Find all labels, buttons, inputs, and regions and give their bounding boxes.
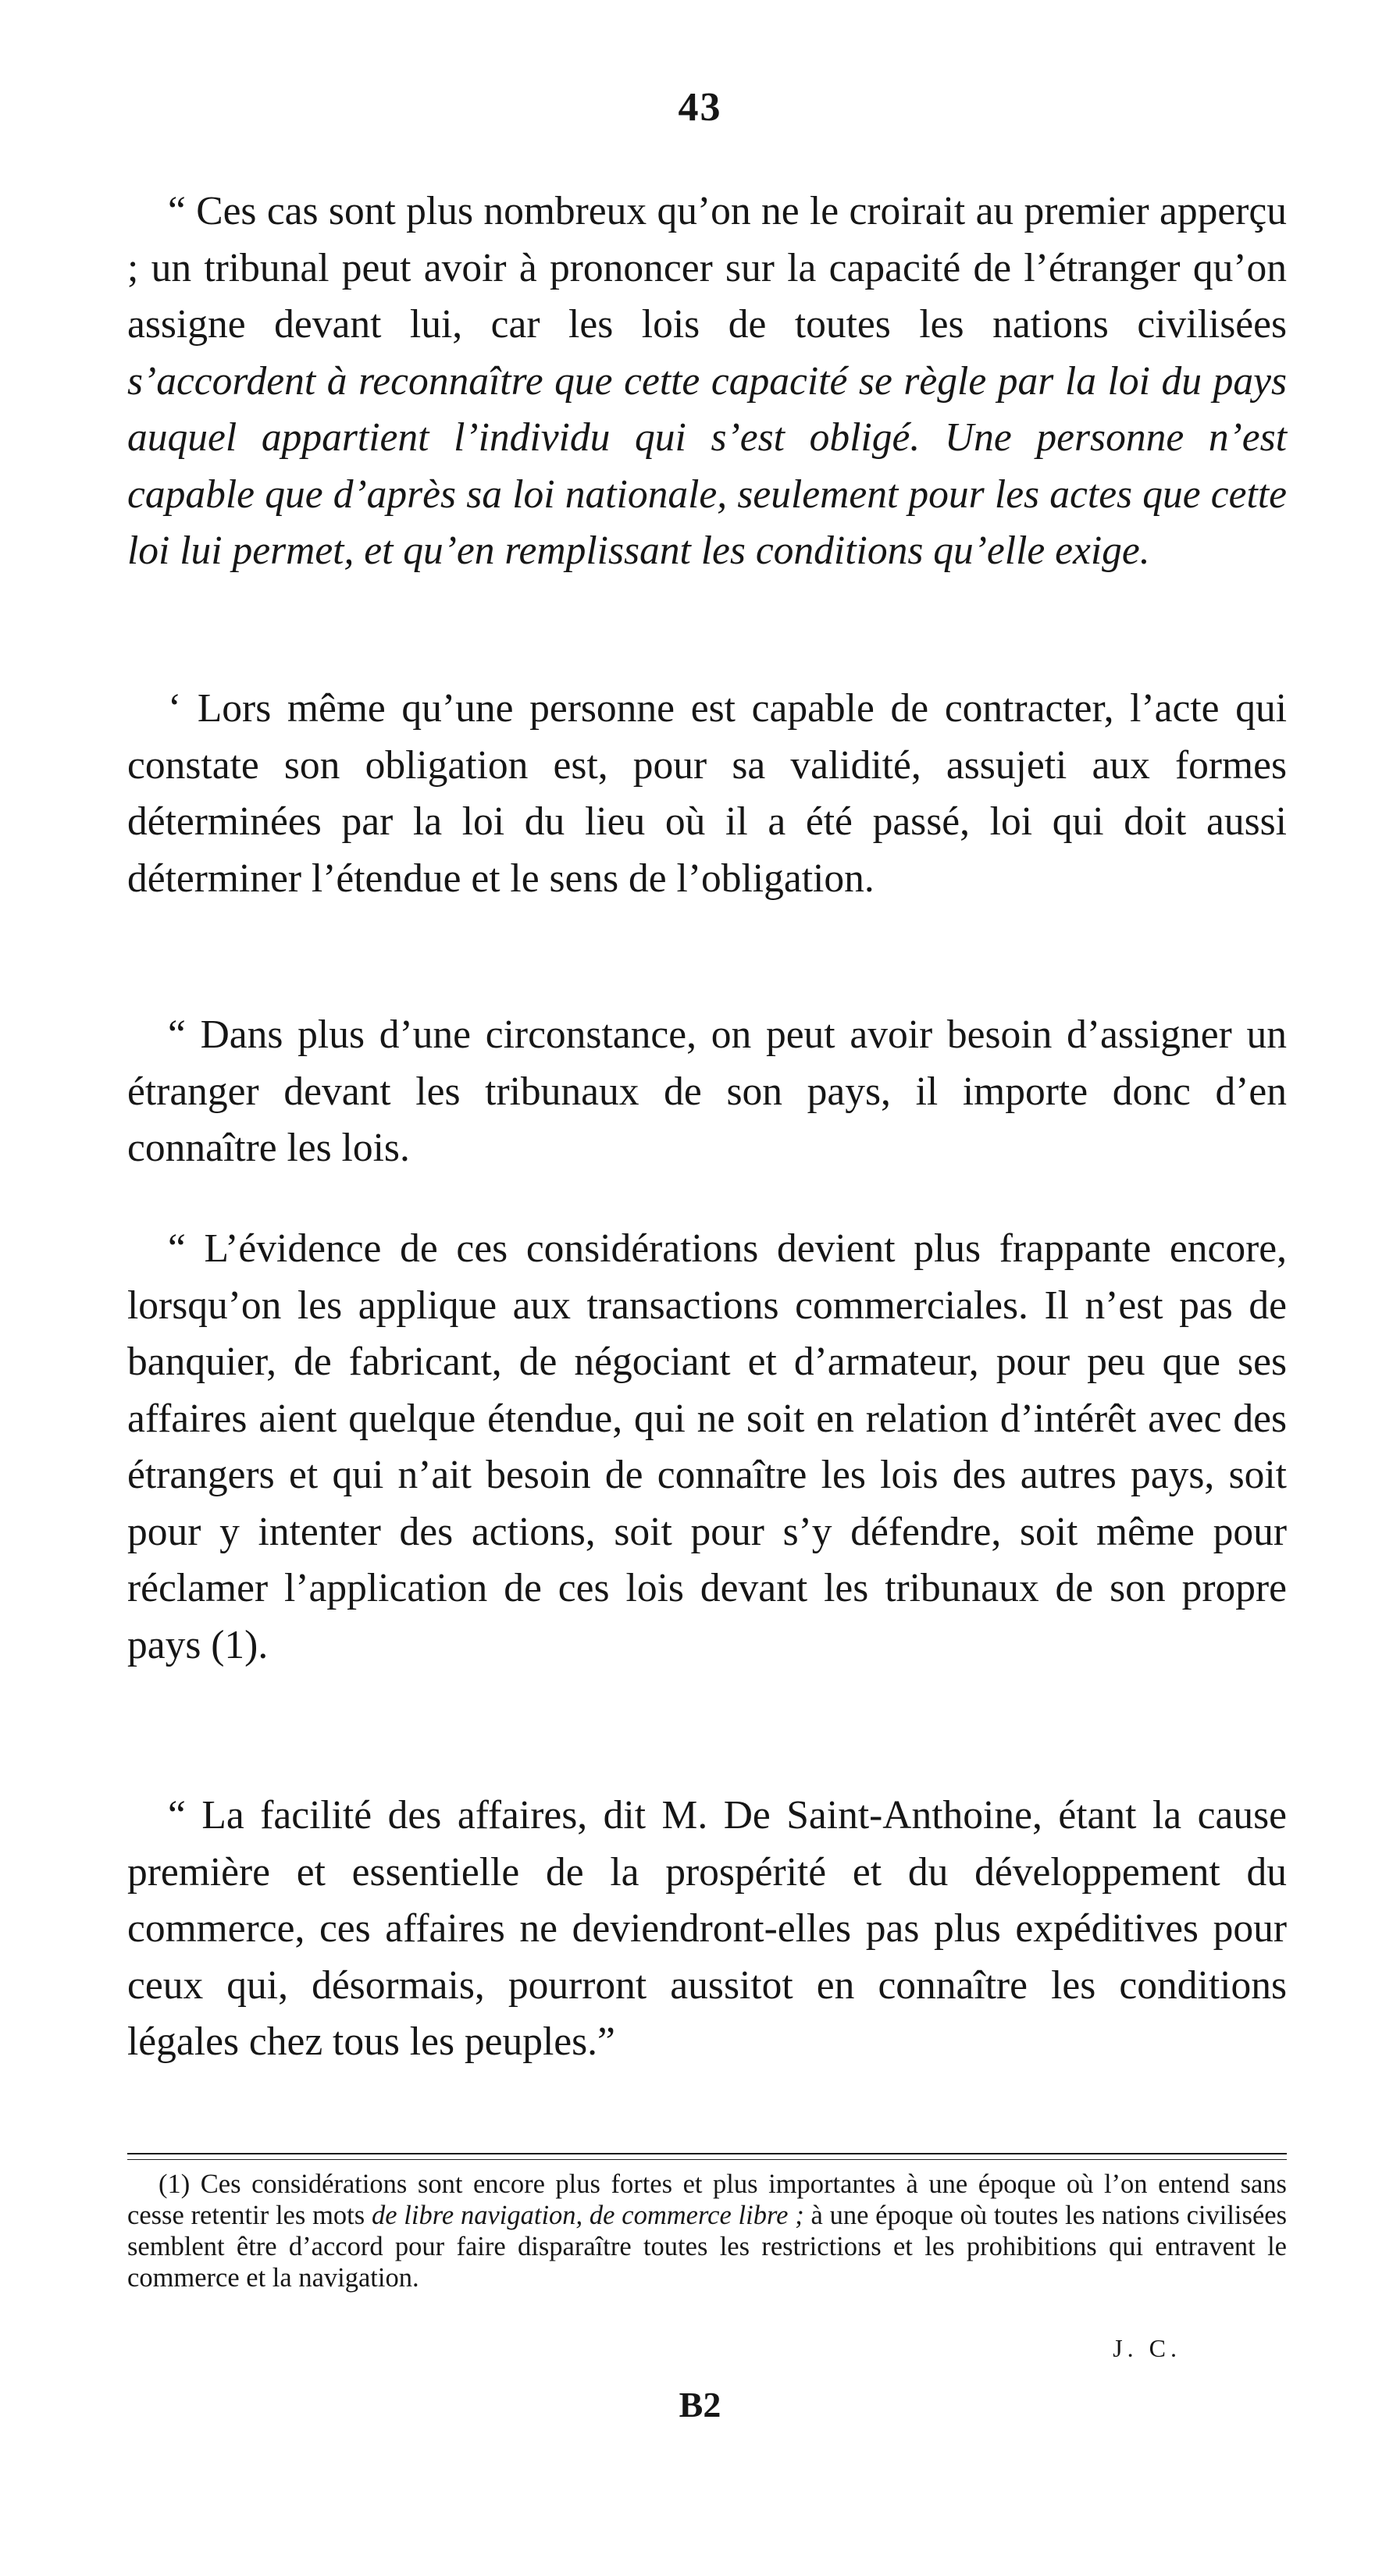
page-number: 43: [678, 85, 722, 130]
paragraph-5: [127, 1788, 1287, 2071]
footnote-separator-rule: [127, 2153, 1287, 2154]
footnote-signature: J. C.: [1113, 2334, 1181, 2362]
footnote-text: (1) Ces considérations sont encore plus fortes et plus importantes à une époque où l’on entend sans cesse retentir les mots: [127, 2169, 1287, 2230]
paragraph-2: [127, 681, 1287, 907]
paragraph-3: [127, 1007, 1287, 1177]
footnote-separator-rule-thin: [127, 2159, 1287, 2160]
paragraph-3-text: “ Dans plus d’une circonstance, on peut avoir besoin d’assigner un étranger devant les tribunaux de son pays, il importe donc d’en connaître les lois.: [127, 1012, 1287, 1170]
paragraph-2-text: ‘ Lors même qu’une personne est capable de contracter, l’acte qui constate son obligation est, pour sa validité, assujeti aux formes déterminées par la loi du lieu où il a été passé, loi qui doit aussi déterminer l’étendue et le sens de l’obligation.: [127, 686, 1287, 901]
paragraph-4: [127, 1221, 1287, 1674]
footnote: [127, 2169, 1287, 2293]
printer-signature-mark: B2: [679, 2385, 721, 2425]
footnote-text-end: à une époque où toutes les nations civilisées semblent être d’accord pour faire disparaître toutes les restrictions et les prohibitions qui entravent le commerce et la navigation.: [127, 2201, 1287, 2293]
paragraph-4-text: “ L’évidence de ces considérations devient plus frappante encore, lorsqu’on les applique aux transactions commerciales. Il n’est pas de banquier, de fabricant, de négociant et d’armateur, pour peu que ses affaires aient quelque étendue, qui ne soit en relation d’intérêt avec des étrangers et qui n’ait besoin de connaître les lois des autres pays, soit pour y intenter des actions, soit pour s’y défendre, soit même pour réclamer l’application de ces lois devant les tribunaux de son propre pays (1).: [127, 1226, 1287, 1667]
paragraph-1-text: “ Ces cas sont plus nombreux qu’on ne le croirait au premier apperçu ; un tribunal peut avoir à prononcer sur la capacité de l’étranger qu’on assigne devant lui, car les lois de toutes les nations civilisées: [127, 189, 1287, 347]
paragraph-1-italic-text: s’accordent à reconnaître que cette capacité se règle par la loi du pays auquel appartient l’individu qui s’est obligé. Une personne n’est capable que d’après sa loi nationale, seulement pour les actes que cette loi lui permet, et qu’en remplissant les conditions qu’elle exige.: [127, 358, 1287, 573]
paragraph-5-text: “ La facilité des affaires, dit M. De Saint-Anthoine, étant la cause première et essentielle de la prospérité et du développement du commerce, ces affaires ne deviendront-elles pas plus expéditives pour ceux qui, désormais, pourront aussitot en connaître les conditions légales chez tous les peuples.”: [127, 1793, 1287, 2064]
footnote-italic-text: de libre navigation, de commerce libre ;: [371, 2201, 804, 2230]
paragraph-1: [127, 183, 1287, 580]
